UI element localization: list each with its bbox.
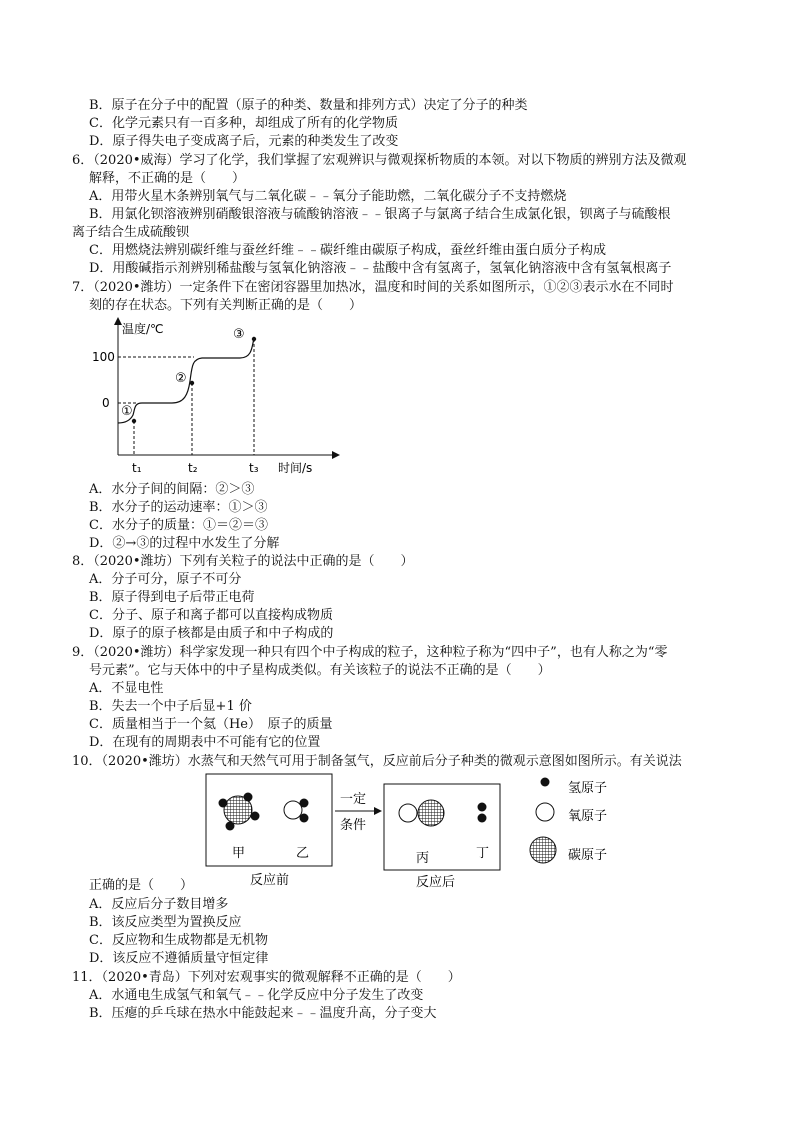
q5-option-b: B．原子在分子中的配置（原子的种类、数量和排列方式）决定了分子的种类 (89, 98, 528, 113)
q10-option-b: B．该反应类型为置换反应 (89, 915, 242, 930)
q6-stem: 6．（2020•威海）学习了化学，我们掌握了宏观辨识与微观探析物质的本领。对以下物质的辨别方法及微观 (72, 153, 687, 168)
y-tick-100: 100 (92, 350, 115, 364)
methane-h1 (219, 799, 228, 808)
q5-option-c: C．化学元素只有一百多种，却组成了所有的化学物质 (89, 116, 398, 131)
y-axis-label: 温度/℃ (122, 322, 164, 336)
label-bing: 丙 (416, 851, 430, 866)
point-3-dot (252, 337, 256, 341)
condition-top: 一定 (340, 792, 367, 807)
water-h2 (300, 814, 309, 823)
q8-option-d: D．原子的原子核都是由质子和中子构成的 (89, 626, 334, 641)
q10-stem: 10．（2020•潍坊）水蒸气和天然气可用于制备氢气，反应前后分子种类的微观示意图如图所示。有关说法 (72, 754, 682, 769)
after-caption: 反应后 (416, 875, 456, 890)
q11-option-a: A．水通电生成氢气和氧气﹣﹣化学反应中分子发生了改变 (89, 988, 424, 1003)
q5-option-d: D．原子得失电子变成离子后，元素的种类发生了改变 (89, 134, 399, 149)
q10-stem-cont: 正确的是（ ） (89, 878, 194, 893)
legend-hydrogen: 氢原子 (568, 781, 608, 796)
q7-stem-cont: 刻的存在状态。下列有关判断正确的是（ ） (89, 298, 363, 313)
q7-stem: 7．（2020•潍坊）一定条件下在密闭容器里加热冰，温度和时间的关系如图所示，①②③表示水在不同时 (72, 280, 674, 295)
q9-stem-cont: 号元素”。它与天体中的中子星构成类似。有关该粒子的说法不正确的是（ ） (89, 663, 551, 678)
condition-bottom: 条件 (340, 818, 367, 833)
x-tick-t3: t₃ (249, 461, 259, 475)
label-jia: 甲 (232, 846, 246, 861)
q9-option-c: C．质量相当于一个氦（He） 原子的质量 (89, 717, 333, 732)
q6-option-b: B．用氯化钡溶液辨别硝酸银溶液与硫酸钠溶液﹣﹣银离子与氯离子结合生成氯化银，钡离子与硫酸根 (89, 207, 671, 222)
q9-option-b: B．失去一个中子后显+1 价 (89, 699, 252, 714)
q7-option-d: D．②→③的过程中水发生了分解 (89, 536, 280, 551)
q9-option-d: D．在现有的周期表中不可能有它的位置 (89, 735, 321, 750)
temperature-time-graph (92, 315, 348, 480)
before-caption: 反应前 (250, 873, 290, 888)
q8-stem: 8．（2020•潍坊）下列有关粒子的说法中正确的是（ ） (72, 554, 414, 569)
x-tick-t2: t₂ (188, 461, 198, 475)
q9-stem: 9．（2020•潍坊）科学家发现一种只有四个中子构成的粒子，这种粒子称为“四中子”，也有人称之为“零 (72, 645, 668, 660)
q7-option-b: B．水分子的运动速率：①＞③ (89, 500, 268, 515)
q10-option-d: D．该反应不遵循质量守恒定律 (89, 951, 269, 966)
q11-stem: 11．（2020•青岛）下列对宏观事实的微观解释不正确的是（ ） (72, 970, 461, 985)
q7-option-c: C．水分子的质量：①＝②＝③ (89, 518, 268, 533)
point-2-label: ② (175, 371, 187, 386)
point-2-dot (190, 381, 194, 385)
h2-atom1 (478, 803, 487, 812)
label-ding: 丁 (476, 846, 490, 861)
legend-carbon: 碳原子 (568, 848, 608, 863)
y-tick-0: 0 (102, 396, 110, 410)
legend-carbon-icon (530, 837, 556, 863)
methane-h4 (226, 822, 235, 831)
methane-h3 (251, 812, 260, 821)
water-oxygen (284, 801, 302, 819)
point-1-dot (132, 419, 136, 423)
legend-hydrogen-icon (541, 778, 550, 787)
legend-oxygen-icon (536, 803, 554, 821)
q6-option-d: D．用酸碱指示剂辨别稀盐酸与氢氧化钠溶液﹣﹣盐酸中含有氢离子，氢氧化钠溶液中含有氢氧根离子 (89, 261, 672, 276)
methane-h2 (244, 793, 253, 802)
h2-atom2 (478, 814, 487, 823)
q8-option-c: C．分子、原子和离子都可以直接构成物质 (89, 608, 333, 623)
q11-option-b: B．压瘪的乒乓球在热水中能鼓起来﹣﹣温度升高，分子变大 (89, 1006, 437, 1021)
x-axis-label: 时间/s (278, 461, 313, 475)
before-box (206, 774, 332, 866)
label-yi: 乙 (296, 846, 310, 861)
q9-option-a: A．不显电性 (89, 681, 164, 696)
q8-option-a: A．分子可分，原子不可分 (89, 572, 242, 587)
co-carbon (418, 800, 444, 826)
point-1-label: ① (121, 404, 133, 419)
legend-oxygen: 氧原子 (568, 809, 608, 824)
q8-option-b: B．原子得到电子后带正电荷 (89, 590, 255, 605)
point-3-label: ③ (233, 327, 245, 342)
x-tick-t1: t₁ (132, 461, 142, 475)
co-oxygen (399, 804, 417, 822)
q6-stem-cont: 解释，不正确的是（ ） (89, 171, 246, 186)
reaction-diagram (200, 770, 630, 892)
q6-option-c: C．用燃烧法辨别碳纤维与蚕丝纤维﹣﹣碳纤维由碳原子构成，蚕丝纤维由蛋白质分子构成 (89, 243, 606, 258)
q6-option-a: A．用带火星木条辨别氧气与二氧化碳﹣﹣氧分子能助燃，二氧化碳分子不支持燃烧 (89, 189, 567, 204)
q7-option-a: A．水分子间的间隔：②＞③ (89, 482, 255, 497)
q6-option-b-cont: 离子结合生成硫酸钡 (72, 225, 190, 240)
q10-option-a: A．反应后分子数目增多 (89, 897, 229, 912)
water-h1 (300, 799, 309, 808)
q10-option-c: C．反应物和生成物都是无机物 (89, 933, 268, 948)
